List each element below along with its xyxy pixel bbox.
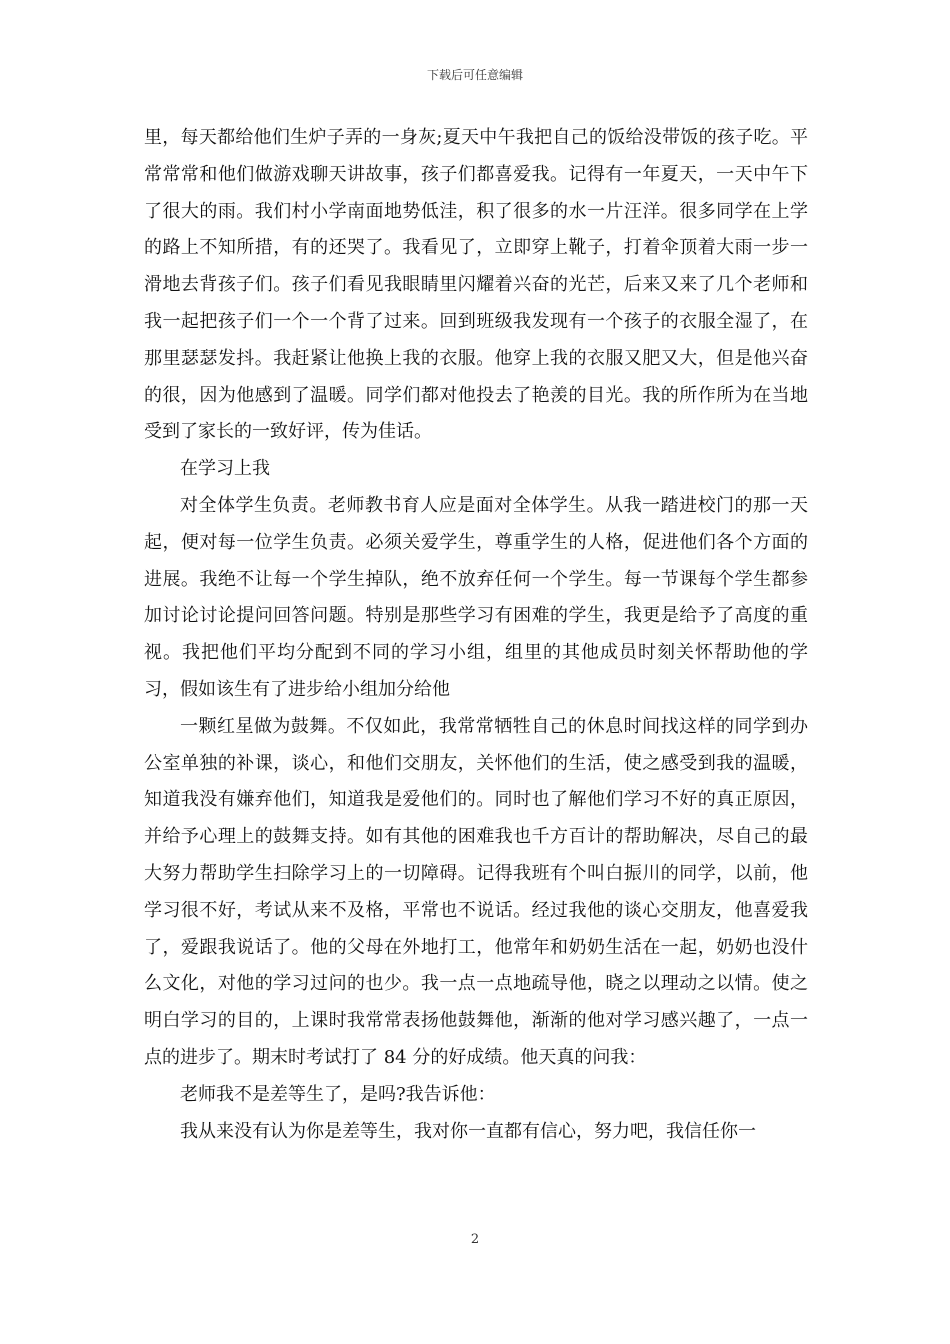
- page-header: 下载后可任意编辑: [426, 68, 523, 82]
- paragraph-1: 里，每天都给他们生炉子弄的一身灰;夏天中午我把自己的饭给没带饭的孩子吃。平常常常和他们做游戏聊天讲故事，孩子们都喜爱我。记得有一年夏天，一天中午下了很大的雨。我们村小学南面地势低洼，积了很多的水一片汪洋。很多同学在上学的路上不知所措，有的还哭了。我看见了，立即穿上靴子，打着伞顶着大雨一步一滑地去背孩子们。孩子们看见我眼睛里闪耀着兴奋的光芒，后来又来了几个老师和我一起把孩子们一个一个背了过来。回到班级我发现有一个孩子的衣服全湿了，在那里瑟瑟发抖。我赶紧让他换上我的衣服。他穿上我的衣服又肥又大，但是他兴奋的很，因为他感到了温暖。同学们都对他投去了艳羡的目光。我的所作所为在当地受到了家长的一致好评，传为佳话。: [144, 127, 808, 443]
- paragraph-3: 对全体学生负责。老师教书育人应是面对全体学生。从我一踏进校门的那一天起，便对每一位学生负责。必须关爱学生，尊重学生的人格，促进他们各个方面的进展。我绝不让每一个学生掉队，绝不放弃任何一个学生。每一节课每个学生都参加讨论讨论提问回答问题。特别是那些学习有困难的学生，我更是给予了高度的重视。我把他们平均分配到不同的学习小组，组里的其他成员时刻关怀帮助他的学习，假如该生有了进步给小组加分给他: [144, 494, 808, 700]
- paragraph-2: 在学习上我: [180, 458, 270, 480]
- page-number: 2: [470, 1232, 480, 1247]
- paragraph-4: 一颗红星做为鼓舞。不仅如此，我常常牺牲自己的休息时间找这样的同学到办公室单独的补课，谈心，和他们交朋友，关怀他们的生活，使之感受到我的温暖，知道我没有嫌弃他们，知道我是爱他们的。同时也了解他们学习不好的真正原因，并给予心理上的鼓舞支持。如有其他的困难我也千方百计的帮助解决，尽自己的最大努力帮助学生扫除学习上的一切障碍。记得我班有个叫白振川的同学，以前，他学习很不好，考试从来不及格，平常也不说话。经过我他的谈心交朋友，他喜爱我了，爱跟我说话了。他的父母在外地打工，他常年和奶奶生活在一起，奶奶也没什么文化，对他的学习过问的也少。我一点一点地疏导他，晓之以理动之以情。使之明白学习的目的，上课时我常常表扬他鼓舞他，渐渐的他对学习感兴趣了，一点一点的进步了。期末时考试打了 84 分的好成绩。他天真的问我：: [144, 715, 808, 1068]
- paragraph-6: 我从来没有认为你是差等生，我对你一直都有信心，努力吧，我信任你一: [180, 1120, 756, 1142]
- paragraph-5: 老师我不是差等生了，是吗?我告诉他：: [180, 1083, 496, 1105]
- document-body: [144, 120, 808, 1150]
